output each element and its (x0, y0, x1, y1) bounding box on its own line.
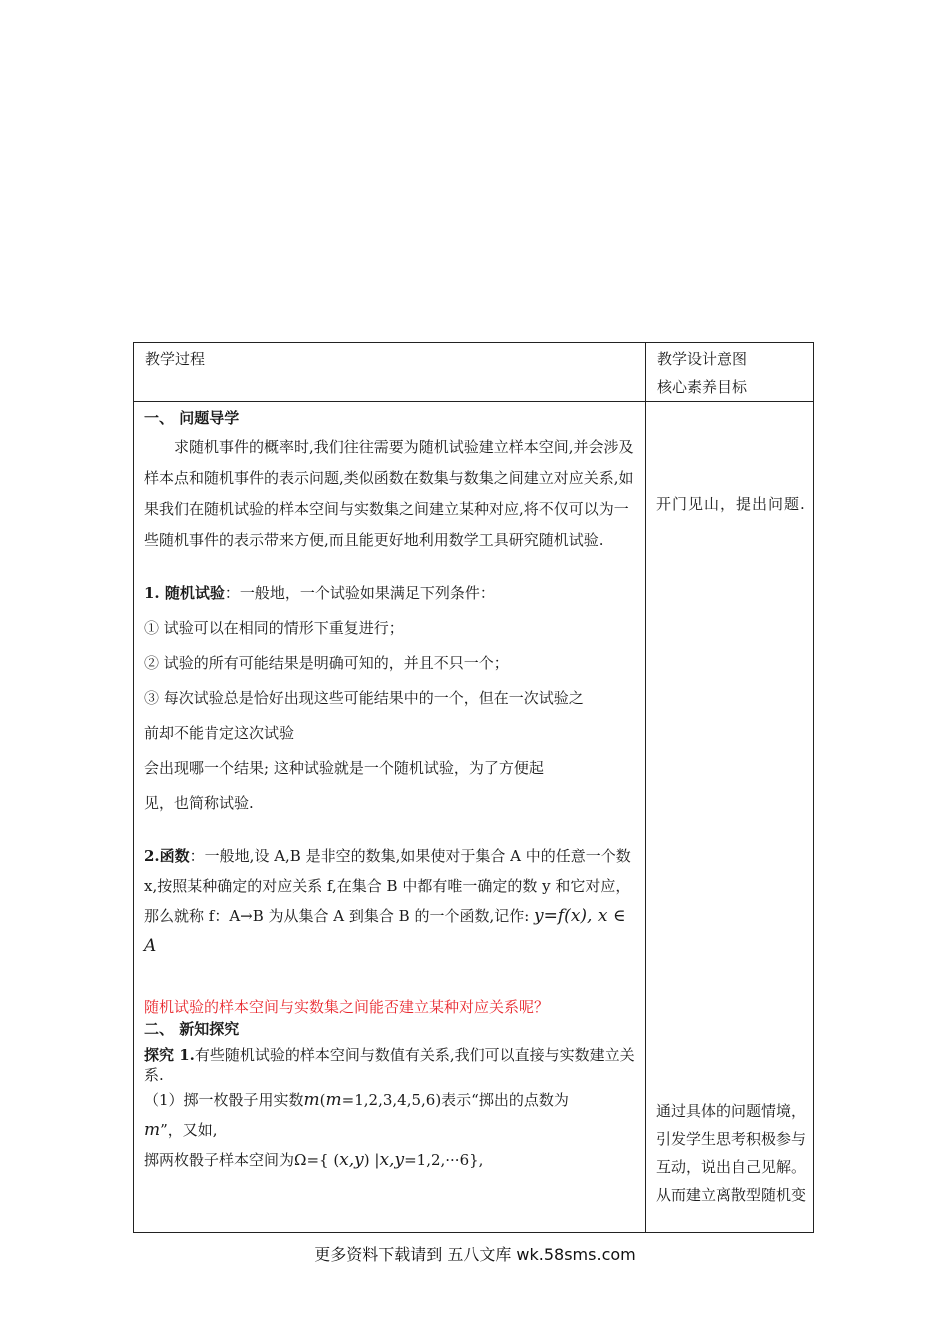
def2-label: 2.函数 (144, 847, 190, 865)
definition-function (144, 841, 635, 961)
process-content (134, 402, 645, 1175)
example-one-die: （1）掷一枚骰子用实数m(m=1,2,3,4,5,6)表示“掷出的点数为 m”，又如, (144, 1090, 569, 1140)
process-cell (134, 402, 646, 1233)
def1-text: ：一般地，一个试验如果满足下列条件： (224, 584, 495, 602)
def1-label: 1. 随机试验 (144, 584, 225, 602)
header-left-cell (134, 343, 646, 402)
condition-3-cont: 前却不能肯定这次试验 (144, 724, 295, 742)
section1-title: 一、 问题导学 (144, 409, 240, 427)
design-note-2: 通过具体的问题情境，引发学生思考积极参与互动，说出自己见解。从而建立离散型随机变 (656, 1102, 807, 1204)
header-right-cell (646, 343, 814, 402)
header-left-text: 教学过程 (145, 350, 206, 368)
table-body-row (134, 402, 814, 1233)
section2-title: 二、 新知探究 (144, 1020, 240, 1038)
design-intent-content (646, 402, 813, 1232)
key-question: 随机试验的样本空间与实数集之间能否建立某种对应关系呢？ (144, 998, 550, 1016)
explore1-label: 探究 1. (144, 1046, 195, 1064)
lesson-table (133, 342, 814, 1233)
example-two-dice: 掷两枚骰子样本空间为Ω={ (x,y) |x,y=1,2,···6}, (144, 1150, 484, 1170)
explore1-text: 有些随机试验的样本空间与数值有关系,我们可以直接与实数建立关系. (144, 1046, 635, 1084)
definition-random-trial (144, 576, 635, 611)
function-formula: y=f(x), x ∈ A (144, 906, 626, 956)
condition-2: ② 试验的所有可能结果是明确可知的，并且不只一个； (144, 654, 509, 672)
explore1 (144, 1045, 635, 1085)
condition-3-cont3: 见，也简称试验. (144, 794, 254, 812)
header-right-line1: 教学设计意图 (657, 350, 748, 368)
condition-1: ① 试验可以在相同的情形下重复进行； (144, 619, 404, 637)
intro-paragraph: 求随机事件的概率时,我们往往需要为随机试验建立样本空间,并会涉及样本点和随机事件的表示问题,类似函数在数集与数集之间建立对应关系,如果我们在随机试验的样本空间与实数集之间建立某种对应,将不仅可以为一些随机事件的表示带来方便,而且能更好地利用数学工具研究随机试验. (144, 438, 634, 549)
header-right-text (646, 343, 813, 401)
header-right-line2: 核心素养目标 (657, 378, 748, 396)
footer-download-link[interactable]: 更多资料下载请到 五八文库 wk.58sms.com (314, 1245, 636, 1264)
design-note-1: 开门见山，提出问题. (656, 495, 806, 513)
def2-text: ：一般地,设 A,B 是非空的数集,如果使对于集合 A 中的任意一个数 x,按照某种确定的对应关系 f,在集合 B 中都有唯一确定的数 y 和它对应，那么就称 f：A→B 为从集合 A 到集合 B 的一个函数,记作: (144, 847, 631, 925)
design-intent-cell (646, 402, 814, 1233)
table-header-row (134, 343, 814, 402)
condition-3-cont2: 会出现哪一个结果; 这种试验就是一个随机试验，为了方便起 (144, 759, 544, 777)
condition-3: ③ 每次试验总是恰好出现这些可能结果中的一个，但在一次试验之 (144, 689, 584, 707)
